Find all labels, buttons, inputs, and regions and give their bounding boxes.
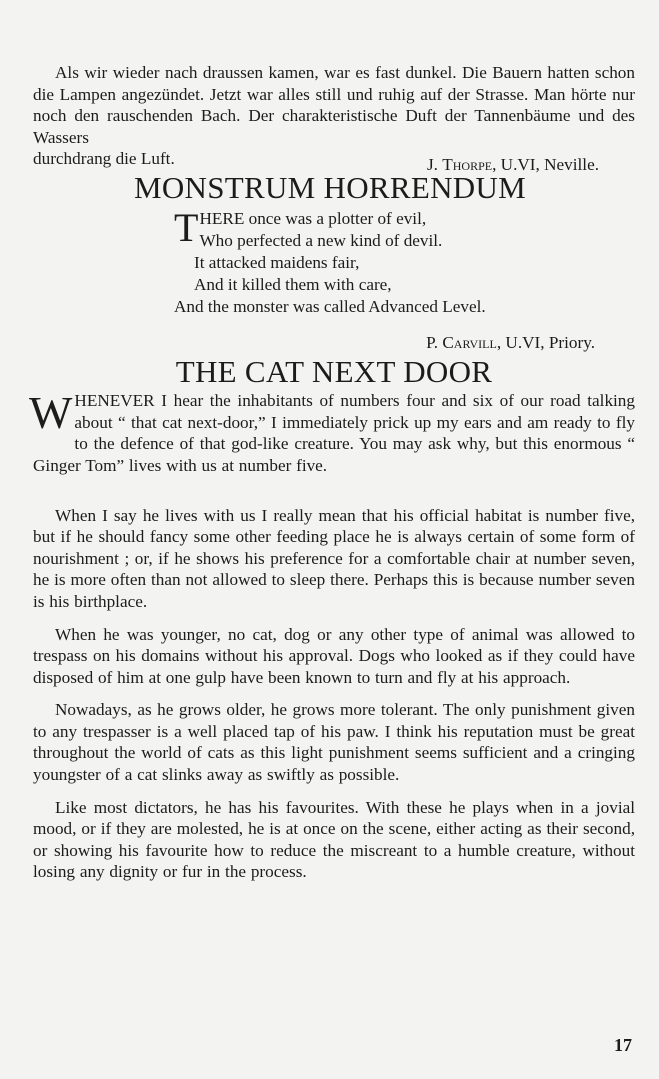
author-form-house: , U.VI, Neville. [492, 155, 599, 175]
article-paragraph: When I say he lives with us I really mean that his official habitat is number five, but if he should fancy some other feeding place he is always certain of some form of nourishment ; or, if he shows his preference for a comfortable chair at number seven, he is more often than not allowed to sleep there. Perhaps this is because number seven is his birthplace. [33, 505, 635, 611]
german-passage [33, 62, 635, 175]
poem-line: It attacked maidens fair, [194, 252, 360, 272]
poem-line: And it killed them with care, [194, 274, 392, 294]
poem-title: MONSTRUM HORRENDUM [133, 169, 527, 205]
author-form-house: , U.VI, Priory. [496, 332, 595, 352]
german-paragraph: Als wir wieder nach draussen kamen, war es fast dunkel. Die Bauern hatten schon die Lampen angezündet. Jetzt war alles still und ruhig auf der Strasse. Man hörte nur noch den rauschenden Bach. Der charakteristische Duft der Tannenbäume und des Wassers [33, 63, 635, 147]
article-paragraph: Like most dictators, he has his favourites. With these he plays when in a jovial mood, or if they are molested, he is at once on the scene, either acting as their second, or showing his favourite how to reduce the miscreant to a humble creature, without losing any dignity or fur in the process. [33, 797, 635, 882]
article-dropcap: W [29, 386, 73, 438]
poem-dropcap: T [174, 204, 199, 250]
author-surname: Thorpe [442, 155, 493, 175]
article-paragraph: When he was younger, no cat, dog or any other type of animal was allowed to trespass on his domains without his approval. Dogs who looked as if they could have disposed of him at one gulp have been known to turn and fly at his approach. [33, 624, 635, 687]
poem-line: HERE once was a plotter of evil, [199, 208, 427, 228]
german-signature-row [33, 148, 635, 175]
author-surname: Carvill [442, 332, 497, 352]
document-page [29, 62, 635, 883]
poem [174, 204, 635, 318]
article-body [29, 386, 635, 883]
author-initial: J. [426, 155, 443, 175]
page-number: 17 [614, 1035, 632, 1055]
article-paragraph: Nowadays, as he grows older, he grows more tolerant. The only punishment given to any trespasser is a well placed tap of his paw. I think his reputation must be great throughout the world of cats as this light punishment seems sufficient and a cringing youngster of a cat slinks away as swiftly as possible. [33, 700, 635, 785]
poem-author-signature [33, 332, 635, 354]
german-paragraph-last-line: durchdrang die Luft. [33, 149, 175, 169]
poem-line: Who perfected a new kind of devil. [199, 230, 443, 250]
first-paragraph-text: HENEVER I hear the inhabitants of numbers four and six of our road talking about “ that cat next-door,” I immediately prick up my ears and am ready to fly to the defence of that god-like creature. You may ask why, but this enormous “ Ginger Tom” lives with us at number five. [33, 390, 635, 475]
author-signature [427, 154, 635, 176]
article-title: THE CAT NEXT DOOR [175, 353, 493, 389]
article-first-paragraph [29, 386, 635, 476]
poem-line: And the monster was called Advanced Level. [174, 296, 486, 316]
author-initial: P. [426, 332, 443, 352]
